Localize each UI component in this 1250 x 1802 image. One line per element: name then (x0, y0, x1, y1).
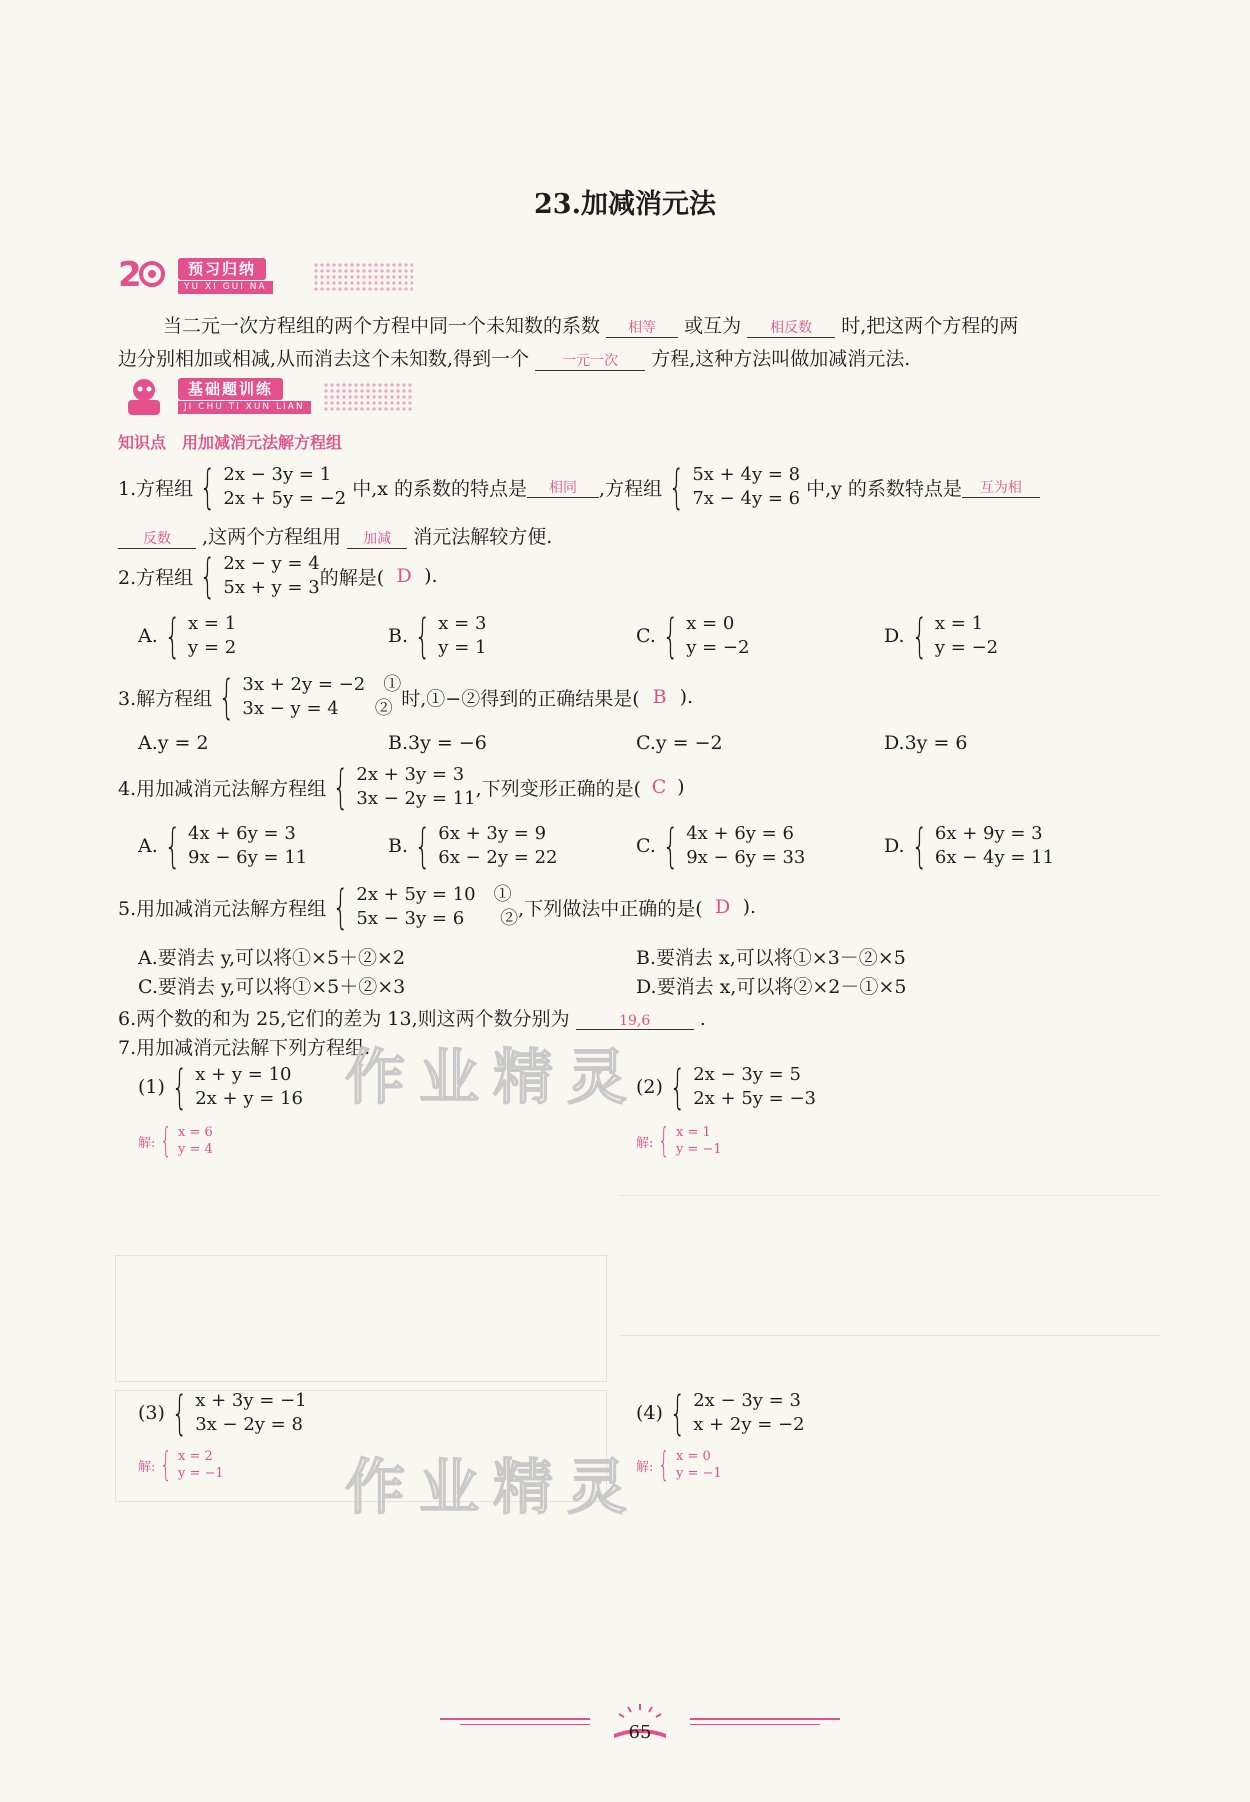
q7-part-4-solution (636, 1445, 722, 1485)
page-number: 65 (628, 1722, 652, 1743)
q5-option-d: D.要消去 x,可以将②×2－①×5 (636, 976, 907, 998)
q2-answer: D (396, 565, 412, 587)
solution-label: 解: (636, 1135, 654, 1151)
equation: 5x + y = 3 (223, 577, 320, 598)
brace-icon: { (669, 1060, 686, 1114)
brace-icon: { (164, 819, 181, 873)
part-label: (4) (636, 1402, 663, 1424)
footer-line-right (690, 1718, 840, 1720)
q7-part-2 (636, 1060, 817, 1114)
equation: 5x + 4y = 8 (692, 464, 801, 485)
equation: x = 1 (188, 613, 237, 634)
intro-text-b: 或互为 (684, 315, 742, 337)
question-2 (118, 549, 438, 603)
preview-badge-title: 预习归纳 (178, 258, 266, 280)
brace-icon: { (160, 1445, 173, 1485)
knowledge-point-heading: 知识点 用加减消元法解方程组 (118, 433, 343, 452)
solution-value: x = 1 (676, 1125, 711, 1140)
option-label: A. (138, 625, 158, 647)
brace-icon: { (171, 1386, 188, 1440)
option-system (905, 609, 999, 663)
equation: 6x − 4y = 11 (934, 847, 1055, 868)
part-system (663, 1386, 805, 1440)
brace-icon: { (171, 1060, 188, 1114)
q1-blank-1: 相同 (527, 477, 599, 498)
part-system (165, 1386, 307, 1440)
q3-option-d: D.3y = 6 (884, 732, 968, 754)
show-through-line (620, 1195, 1160, 1196)
part-system (165, 1060, 303, 1114)
question-1-line-2 (118, 522, 552, 549)
question-1-line-1 (118, 460, 1040, 514)
solution-value: y = 4 (178, 1142, 213, 1157)
question-5 (118, 880, 757, 934)
q3-system (212, 670, 402, 724)
q1-text-d: 中,y 的系数特点是 (806, 477, 962, 500)
q7-part-1 (138, 1060, 303, 1114)
q2-system (193, 549, 320, 603)
q2-text-a: 2.方程组 (118, 566, 194, 589)
q1-blank-3: 加减 (347, 528, 407, 549)
question-6 (118, 1004, 706, 1031)
equation: x + 3y = −1 (195, 1390, 307, 1411)
equation: 2x + 5y = −2 (223, 488, 347, 509)
intro-text-e: 方程,这种方法叫做加减消元法. (651, 348, 911, 370)
q6-blank: 19,6 (576, 1013, 694, 1030)
q4-answer: C (651, 776, 667, 798)
q1-system-2 (662, 460, 801, 514)
solution-label: 解: (138, 1459, 156, 1475)
equation: 2x + 3y = 3 (356, 764, 465, 785)
solution-system (155, 1121, 213, 1161)
equation: y = 2 (188, 637, 237, 658)
preview-badge-dots (313, 262, 413, 292)
q5-option-b: B.要消去 x,可以将①×3－②×5 (636, 947, 906, 969)
question-7: 7.用加减消元法解下列方程组. (118, 1037, 371, 1059)
solution-system (155, 1445, 224, 1485)
q4-option-b (388, 819, 558, 873)
preview-section-badge (118, 258, 418, 294)
q5-option-a: A.要消去 y,可以将①×5＋②×2 (138, 947, 406, 969)
q3-text-c: ). (679, 686, 694, 708)
q1-blank-2b: 反数 (118, 528, 196, 549)
equation: 2x − 3y = 1 (223, 464, 332, 485)
brace-icon: { (160, 1121, 173, 1161)
q1-system-1 (193, 460, 347, 514)
intro-blank-2: 相反数 (747, 317, 835, 338)
equation: 9x − 6y = 33 (686, 847, 806, 868)
option-system (158, 819, 308, 873)
option-label: B. (388, 625, 409, 647)
option-system (656, 609, 750, 663)
equation: 3x + 2y = −2 ① (242, 674, 402, 695)
brace-icon: { (662, 609, 679, 663)
q5-system (326, 880, 519, 934)
q2-text-b: 的解是( (319, 566, 385, 589)
equation: x = 1 (934, 613, 984, 634)
equation: 4x + 6y = 3 (188, 823, 296, 844)
q1-text-b: 中,x 的系数的特点是 (352, 477, 528, 500)
option-system (408, 819, 558, 873)
equation: y = 1 (438, 637, 487, 658)
q2-option-d (884, 609, 999, 663)
solution-value: y = −1 (676, 1142, 722, 1157)
equation: 2x + y = 16 (195, 1088, 303, 1109)
equation: x = 0 (686, 613, 735, 634)
option-system (905, 819, 1055, 873)
option-label: B. (388, 835, 409, 857)
equation: 9x − 6y = 11 (188, 847, 308, 868)
solution-system (653, 1121, 722, 1161)
show-through-line-2 (620, 1335, 1160, 1336)
equation: 2x + 5y = 10 ① (356, 884, 512, 905)
q7-part-3 (138, 1386, 307, 1440)
brace-icon: { (662, 819, 679, 873)
watermark: 作业精灵 (345, 1043, 641, 1113)
q3-text-a: 3.解方程组 (118, 687, 213, 710)
option-system (656, 819, 806, 873)
brace-icon: { (164, 609, 181, 663)
question-4 (118, 760, 685, 814)
option-system (158, 609, 237, 663)
equation: x + 2y = −2 (693, 1414, 805, 1435)
equation: 2x − 3y = 3 (693, 1390, 801, 1411)
brace-icon: { (199, 549, 216, 603)
q4-option-d (884, 819, 1055, 873)
solution-system (653, 1445, 722, 1485)
q1-text-c: ,方程组 (599, 477, 663, 500)
brace-icon: { (911, 819, 928, 873)
solution-value: x = 0 (676, 1449, 711, 1464)
q2-text-c: ). (424, 565, 438, 587)
q5-text-a: 5.用加减消元法解方程组 (118, 897, 327, 920)
q1-text-a: 1.方程组 (118, 477, 194, 500)
question-3 (118, 670, 694, 724)
equation: 2x − y = 4 (223, 553, 320, 574)
brace-icon: { (658, 1121, 671, 1161)
intro-blank-1: 相等 (606, 317, 678, 338)
solution-value: y = −1 (676, 1466, 722, 1481)
equation: 7x − 4y = 6 (692, 488, 801, 509)
intro-text-a: 当二元一次方程组的两个方程中同一个未知数的系数 (163, 315, 601, 337)
brace-icon: { (658, 1445, 671, 1485)
q5-text-c: ). (742, 896, 757, 918)
brace-icon: { (668, 460, 685, 514)
q6-text-b: . (699, 1008, 706, 1030)
option-label: C. (636, 625, 656, 647)
q6-text-a: 6.两个数的和为 25,它们的差为 13,则这两个数分别为 (118, 1008, 570, 1030)
q2-option-c (636, 609, 750, 663)
q4-text-c: ) (677, 776, 685, 798)
intro-line-2 (118, 344, 910, 371)
option-label: D. (884, 625, 905, 647)
equation: 3x − 2y = 8 (195, 1414, 303, 1435)
equation: y = −2 (686, 637, 750, 658)
basic-badge-title: 基础题训练 (178, 378, 283, 400)
footer-line-right-2 (690, 1724, 820, 1725)
equation: 3x − y = 4 ② (242, 698, 393, 719)
equation: 5x − 3y = 6 ② (356, 908, 519, 929)
part-label: (3) (138, 1402, 165, 1424)
option-label: C. (636, 835, 656, 857)
equation: 6x + 9y = 3 (934, 823, 1043, 844)
brace-icon: { (414, 609, 431, 663)
intro-blank-3: 一元一次 (535, 350, 645, 371)
q1-blank-2a: 互为相 (962, 477, 1040, 498)
brace-icon: { (414, 819, 431, 873)
equation: x = 3 (438, 613, 487, 634)
equation: 3x − 2y = 11 (356, 788, 476, 809)
q7-part-2-solution (636, 1121, 722, 1161)
q3-option-a: A.y = 2 (138, 732, 209, 754)
show-through-box (115, 1255, 607, 1382)
q1-text-f: 消元法解较方便. (413, 526, 553, 548)
q4-system (326, 760, 476, 814)
watermark: 作业精灵 (345, 1453, 641, 1523)
part-label: (1) (138, 1076, 165, 1098)
q2-option-b (388, 609, 487, 663)
q4-option-a (138, 819, 308, 873)
equation: x + y = 10 (195, 1064, 292, 1085)
equation: 2x − 3y = 5 (693, 1064, 801, 1085)
brace-icon: { (669, 1386, 686, 1440)
solution-value: x = 2 (178, 1449, 213, 1464)
part-system (663, 1060, 817, 1114)
equation: 6x + 3y = 9 (438, 823, 547, 844)
footer-line-left (440, 1718, 590, 1720)
q7-part-1-solution (138, 1121, 213, 1161)
equation: 2x + 5y = −3 (693, 1088, 817, 1109)
q5-text-b: ,下列做法中正确的是( (518, 897, 703, 920)
q5-option-c: C.要消去 y,可以将①×5＋②×3 (138, 976, 406, 998)
q4-option-c (636, 819, 806, 873)
equation: 6x − 2y = 22 (438, 847, 558, 868)
brace-icon: { (199, 460, 216, 514)
svg-text:2: 2 (118, 256, 142, 295)
q7-part-4 (636, 1386, 805, 1440)
preview-logo-icon (118, 256, 172, 296)
brace-icon: { (332, 760, 349, 814)
solution-value: y = −1 (178, 1466, 224, 1481)
basic-logo-icon (118, 376, 172, 416)
preview-badge-pinyin: YU XI GUI NA (178, 281, 273, 294)
q2-option-a (138, 609, 237, 663)
basic-badge-pinyin: JI CHU TI XUN LIAN (178, 401, 311, 414)
solution-value: x = 6 (178, 1125, 213, 1140)
basic-badge-dots (323, 382, 413, 412)
equation: 4x + 6y = 6 (686, 823, 794, 844)
solution-label: 解: (138, 1135, 156, 1151)
option-label: D. (884, 835, 905, 857)
intro-text-c: 时,把这两个方程的两 (841, 315, 1019, 337)
part-label: (2) (636, 1076, 663, 1098)
page-footer-ornament (440, 1706, 840, 1746)
q4-text-b: ,下列变形正确的是( (475, 777, 642, 800)
option-system (408, 609, 487, 663)
brace-icon: { (218, 670, 235, 724)
q4-text-a: 4.用加减消元法解方程组 (118, 777, 327, 800)
equation: y = −2 (934, 637, 999, 658)
option-label: A. (138, 835, 158, 857)
brace-icon: { (911, 609, 928, 663)
basic-section-badge (118, 378, 418, 414)
q1-text-e: ,这两个方程组用 (202, 526, 342, 548)
q3-option-c: C.y = −2 (636, 732, 723, 754)
footer-line-left-2 (460, 1724, 590, 1725)
intro-line-1 (163, 311, 1018, 338)
q5-answer: D (714, 896, 731, 918)
q3-answer: B (652, 686, 667, 708)
brace-icon: { (332, 880, 349, 934)
intro-text-d: 边分别相加或相减,从而消去这个未知数,得到一个 (118, 348, 530, 370)
q7-part-3-solution (138, 1445, 224, 1485)
q3-option-b: B.3y = −6 (388, 732, 487, 754)
q3-text-b: 时,①−②得到的正确结果是( (401, 687, 640, 710)
solution-label: 解: (636, 1459, 654, 1475)
page-title: 23.加减消元法 (534, 189, 716, 220)
